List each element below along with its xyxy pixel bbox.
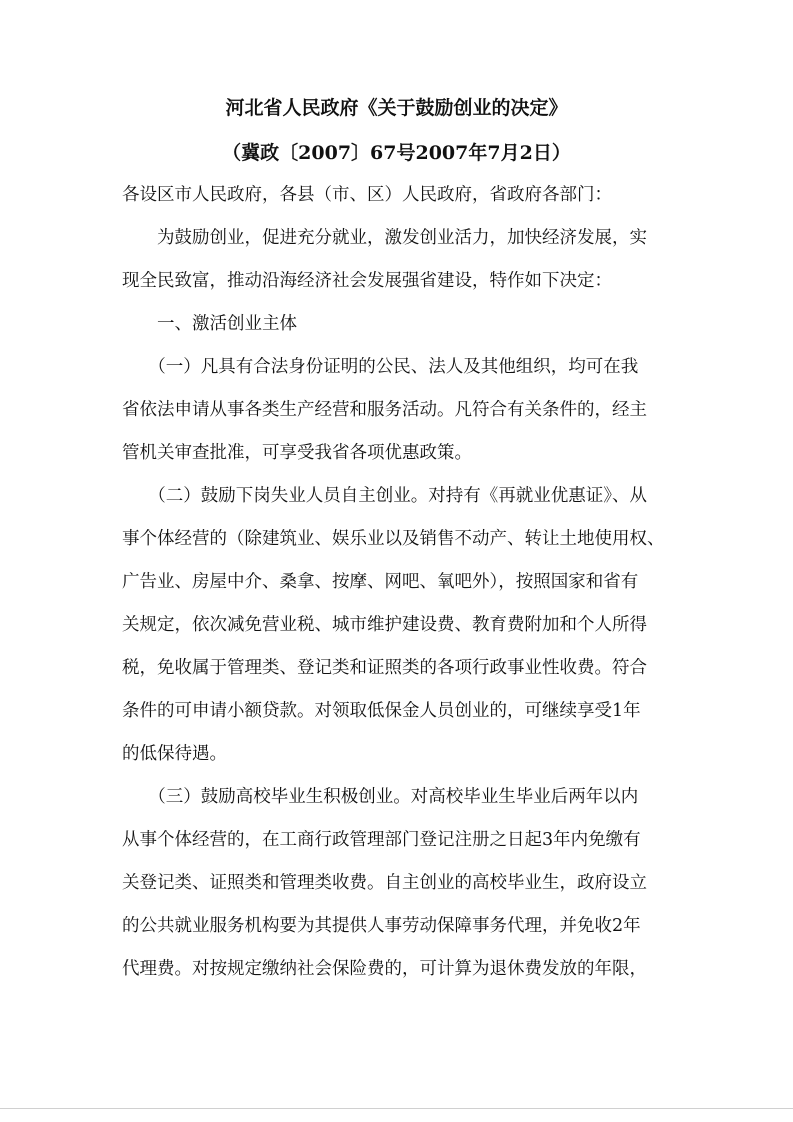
body-line: 管机关审查批准，可享受我省各项优惠政策。 (122, 443, 472, 463)
body-line: （二）鼓励下岗失业人员自主创业。对持有《再就业优惠证》、从 (122, 486, 647, 506)
body-line: 事个体经营的（除建筑业、娱乐业以及销售不动产、转让土地使用权、 (122, 529, 665, 549)
body-line: 代理费。对按规定缴纳社会保险费的，可计算为退休费发放的年限， (122, 959, 647, 979)
body-line: （三）鼓励高校毕业生积极创业。对高校毕业生毕业后两年以内 (122, 787, 639, 807)
document-title: 河北省人民政府《关于鼓励创业的决定》 (225, 97, 568, 119)
document-subtitle: （冀政〔2007〕67号2007年7月2日） (222, 142, 571, 164)
body-line: 广告业、房屋中介、桑拿、按摩、网吧、氧吧外），按照国家和省有 (122, 572, 639, 592)
body-line: 的低保待遇。 (122, 744, 227, 764)
body-line: 关规定，依次减免营业税、城市维护建设费、教育费附加和个人所得 (122, 615, 647, 635)
page-bottom-rule (0, 1108, 793, 1109)
section-heading: 一、激活创业主体 (122, 314, 297, 334)
body-line: 为鼓励创业，促进充分就业，激发创业活力，加快经济发展，实 (122, 228, 647, 248)
body-line: 的公共就业服务机构要为其提供人事劳动保障事务代理，并免收2年 (122, 916, 641, 936)
body-line: 各设区市人民政府，各县（市、区）人民政府，省政府各部门： (122, 185, 612, 205)
body-line: 从事个体经营的，在工商行政管理部门登记注册之日起3年内免缴有 (122, 830, 641, 850)
body-line: 条件的可申请小额贷款。对领取低保金人员创业的，可继续享受1年 (122, 701, 641, 721)
body-line: 关登记类、证照类和管理类收费。自主创业的高校毕业生，政府设立 (122, 873, 647, 893)
body-line: 省依法申请从事各类生产经营和服务活动。凡符合有关条件的，经主 (122, 400, 647, 420)
body-line: 税，免收属于管理类、登记类和证照类的各项行政事业性收费。符合 (122, 658, 647, 678)
body-line: 现全民致富，推动沿海经济社会发展强省建设，特作如下决定： (122, 271, 612, 291)
body-line: （一）凡具有合法身份证明的公民、法人及其他组织，均可在我 (122, 357, 639, 377)
